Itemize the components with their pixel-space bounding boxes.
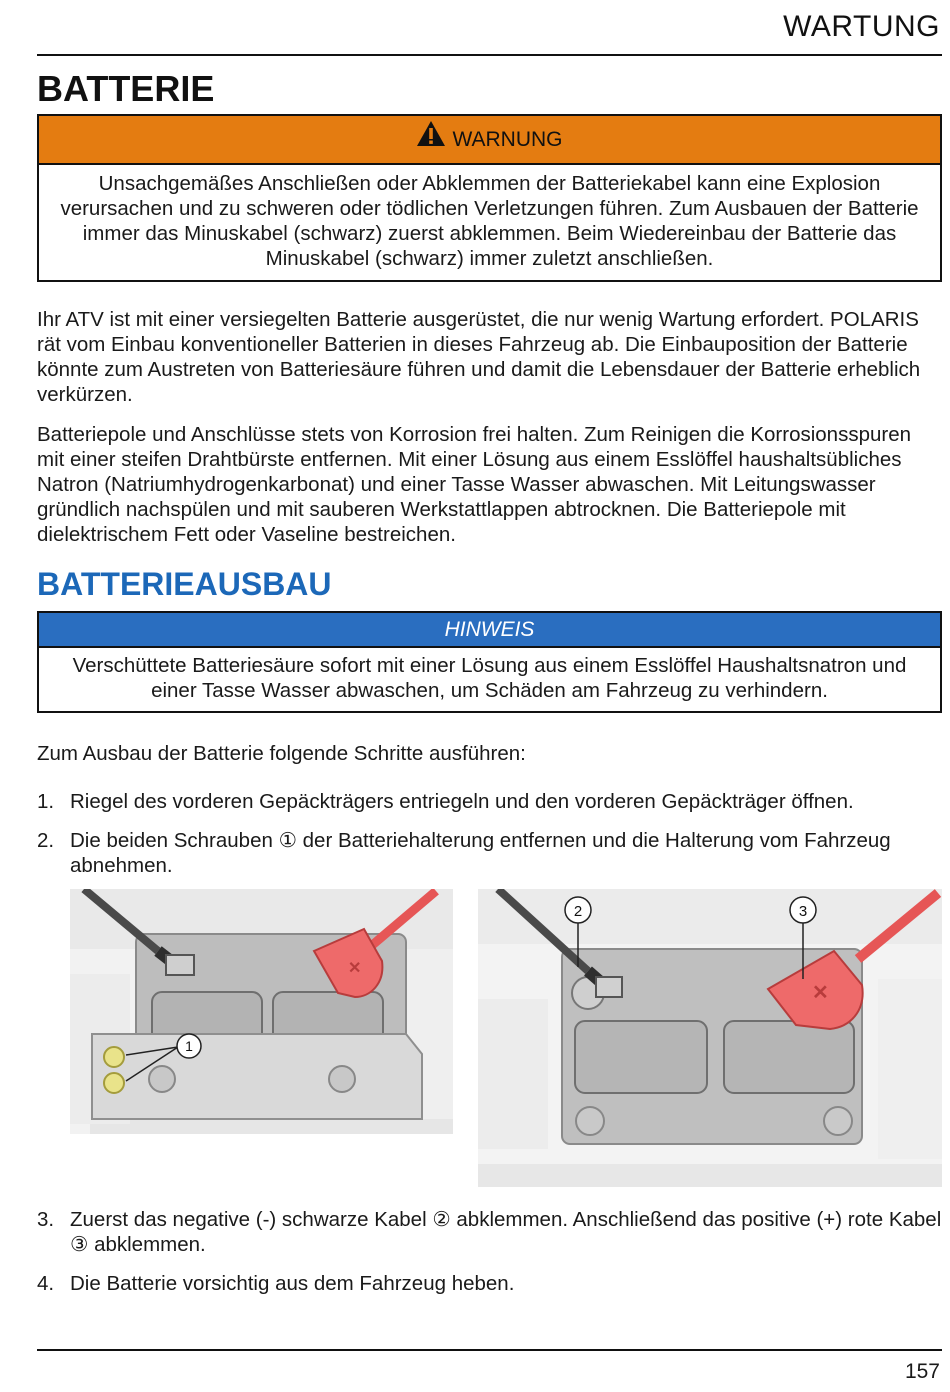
- page-title: BATTERIE: [37, 68, 215, 109]
- warning-triangle-icon: [416, 120, 446, 153]
- step-3-text: Zuerst das negative (-) schwarze Kabel ② abklemmen. Anschließend das positive (+) rote Kabel ③ abklemmen.: [70, 1208, 942, 1256]
- callout-1: 1: [185, 1038, 193, 1054]
- battery-cables-illustration: [478, 889, 942, 1187]
- warning-text: Unsachgemäßes Anschließen oder Abklemmen der Batteriekabel kann eine Explosion verursachen und zu schweren oder tödlichen Verletzungen führen. Zum Ausbauen der Batterie immer das Minuskabel (schwarz) zuerst abklemmen. Beim Wiedereinbau der Batterie das Minuskabel (schwarz) immer zuletzt anschließen.: [60, 172, 919, 270]
- warning-header: [39, 116, 940, 165]
- paragraph-1: Ihr ATV ist mit einer versiegelten Batterie ausgerüstet, die nur wenig Wartung erfordert. POLARIS rät vom Einbau konventioneller Batterien in dieses Fahrzeug ab. Die Einbauposition der Batterie könnte zum Austreten von Batteriesäure führen und damit die Lebensdauer der Batterie erheblich verkürzen.: [37, 308, 921, 406]
- step-3-number: 3.: [37, 1208, 55, 1231]
- notice-text: Verschüttete Batteriesäure sofort mit einer Lösung aus einem Esslöffel Haushaltsnatron und einer Tasse Wasser abwaschen, um Schäden am Fahrzeug zu verhindern.: [72, 654, 907, 702]
- page-number: 157: [904, 1360, 940, 1383]
- callout-2: 2: [573, 903, 583, 920]
- step-1-text: Riegel des vorderen Gepäckträgers entriegeln und den vorderen Gepäckträger öffnen.: [70, 790, 854, 813]
- notice-box: [37, 611, 942, 713]
- notice-header: HINWEIS: [39, 613, 940, 648]
- warning-box: [37, 114, 942, 282]
- step-2-number: 2.: [37, 829, 55, 852]
- step-4-text: Die Batterie vorsichtig aus dem Fahrzeug heben.: [70, 1272, 515, 1295]
- header-rule: [37, 54, 942, 56]
- step-4-number: 4.: [37, 1272, 55, 1295]
- step-1-number: 1.: [37, 790, 55, 813]
- intro-text: Zum Ausbau der Batterie folgende Schritte ausführen:: [37, 742, 526, 765]
- paragraph-2: Batteriepole und Anschlüsse stets von Korrosion frei halten. Zum Reinigen die Korrosionsspuren mit einer steifen Drahtbürste entfernen. Mit einer Lösung aus einem Esslöffel haushaltsübliches Natron (Natriumhydrogenkarbonat) und einer Tasse Wasser abwaschen. Mit Leitungswasser gründlich nachspülen und mit sauberen Werkstattlappen abtrocknen. Die Batteriepole mit dielektrischem Fett oder Vaseline bestreichen.: [37, 423, 912, 546]
- warning-label: WARNUNG: [452, 127, 563, 151]
- step-2-text: Die beiden Schrauben ① der Batteriehalterung entfernen und die Halterung vom Fahrzeug abnehmen.: [70, 829, 891, 877]
- svg-text:✕: ✕: [812, 982, 829, 1004]
- battery-bracket-illustration: [70, 889, 453, 1134]
- svg-text:✕: ✕: [348, 960, 362, 977]
- callout-3: 3: [798, 903, 808, 920]
- section-label: WARTUNG: [783, 10, 940, 43]
- subsection-title: BATTERIEAUSBAU: [37, 566, 332, 602]
- footer-rule: [37, 1349, 942, 1351]
